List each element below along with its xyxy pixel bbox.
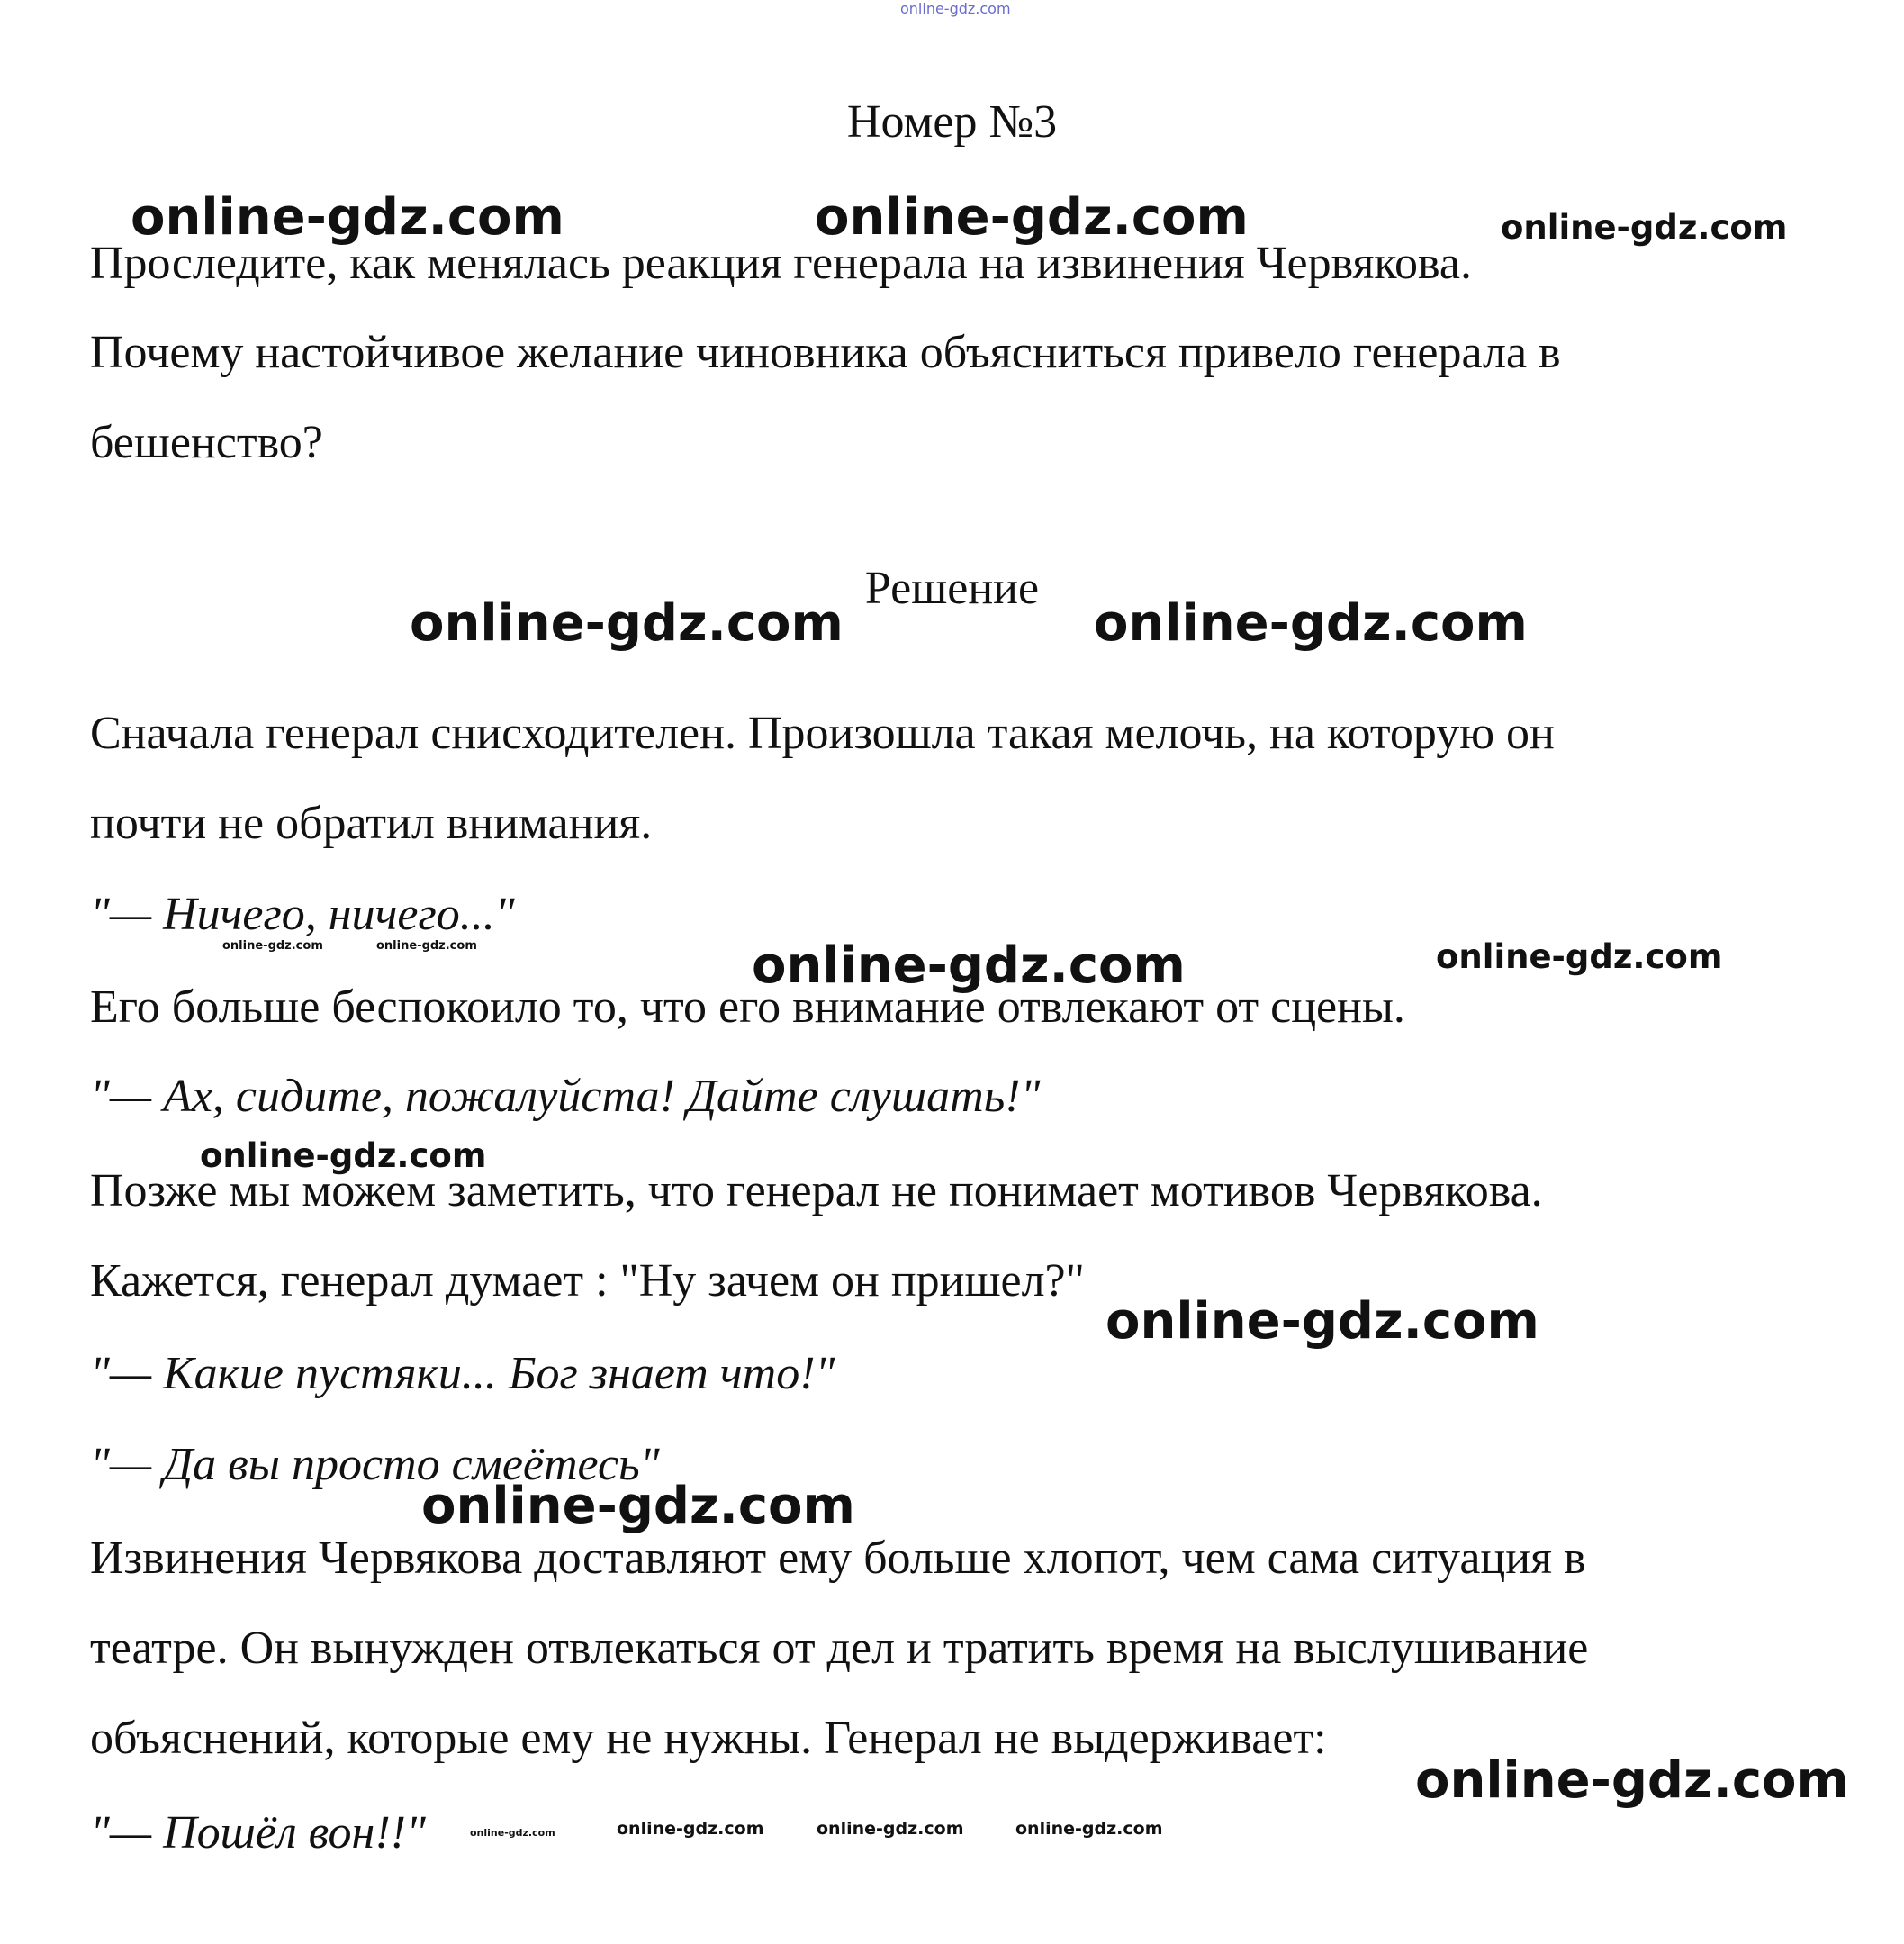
answer-p1-line-2: почти не обратил внимания. <box>90 798 653 849</box>
watermark: online-gdz.com <box>815 188 1249 247</box>
answer-p3-line-1: Позже мы можем заметить, что генерал не понимает мотивов Червякова. <box>90 1165 1543 1216</box>
watermark: online-gdz.com <box>222 939 323 953</box>
quote-2: "— Ах, сидите, пожалуйста! Дайте слушать!" <box>90 1071 1041 1122</box>
watermark: online-gdz.com <box>1094 594 1528 653</box>
quote-3: "— Какие пустяки... Бог знает что!" <box>90 1348 835 1399</box>
watermark: online-gdz.com <box>1436 937 1723 976</box>
watermark: online-gdz.com <box>752 936 1186 995</box>
watermark: online-gdz.com <box>421 1477 855 1535</box>
watermark: online-gdz.com <box>131 188 564 247</box>
answer-p2: Его больше беспокоило то, что его внимание отвлекают от сцены. <box>90 981 1405 1033</box>
watermark: online-gdz.com <box>1105 1292 1539 1351</box>
watermark: online-gdz.com <box>470 1827 555 1839</box>
watermark: online-gdz.com <box>1501 208 1788 247</box>
watermark: online-gdz.com <box>817 1819 964 1839</box>
watermark: online-gdz.com <box>376 939 477 953</box>
watermark: online-gdz.com <box>1415 1751 1849 1810</box>
answer-p1-line-1: Сначала генерал снисходителен. Произошла такая мелочь, на которую он <box>90 708 1555 759</box>
watermark: online-gdz.com <box>617 1819 764 1839</box>
quote-4: "— Да вы просто смеётесь" <box>90 1439 660 1490</box>
watermark: online-gdz.com <box>1015 1819 1163 1839</box>
watermark: online-gdz.com <box>200 1136 487 1175</box>
question-line-1: Проследите, как менялась реакция генерала на извинения Червякова. <box>90 238 1472 289</box>
answer-p4-line-3: объяснений, которые ему не нужны. Генерал не выдерживает: <box>90 1713 1327 1764</box>
answer-p4-line-2: театре. Он вынужден отвлекаться от дел и тратить время на выслушивание <box>90 1623 1589 1674</box>
answer-p3-line-2: Кажется, генерал думает : "Ну зачем он пришел?" <box>90 1255 1085 1307</box>
watermark-top: online-gdz.com <box>900 0 1011 17</box>
quote-1: "— Ничего, ничего..." <box>90 889 515 940</box>
question-line-2: Почему настойчивое желание чиновника объясниться привело генерала в <box>90 327 1561 378</box>
page-title: Номер №3 <box>846 96 1058 148</box>
answer-p4-line-1: Извинения Червякова доставляют ему больше хлопот, чем сама ситуация в <box>90 1533 1586 1584</box>
question-line-3: бешенство? <box>90 417 323 468</box>
watermark: online-gdz.com <box>410 594 844 653</box>
solution-heading: Решение <box>864 563 1040 614</box>
quote-5: "— Пошёл вон!!" <box>90 1807 426 1858</box>
